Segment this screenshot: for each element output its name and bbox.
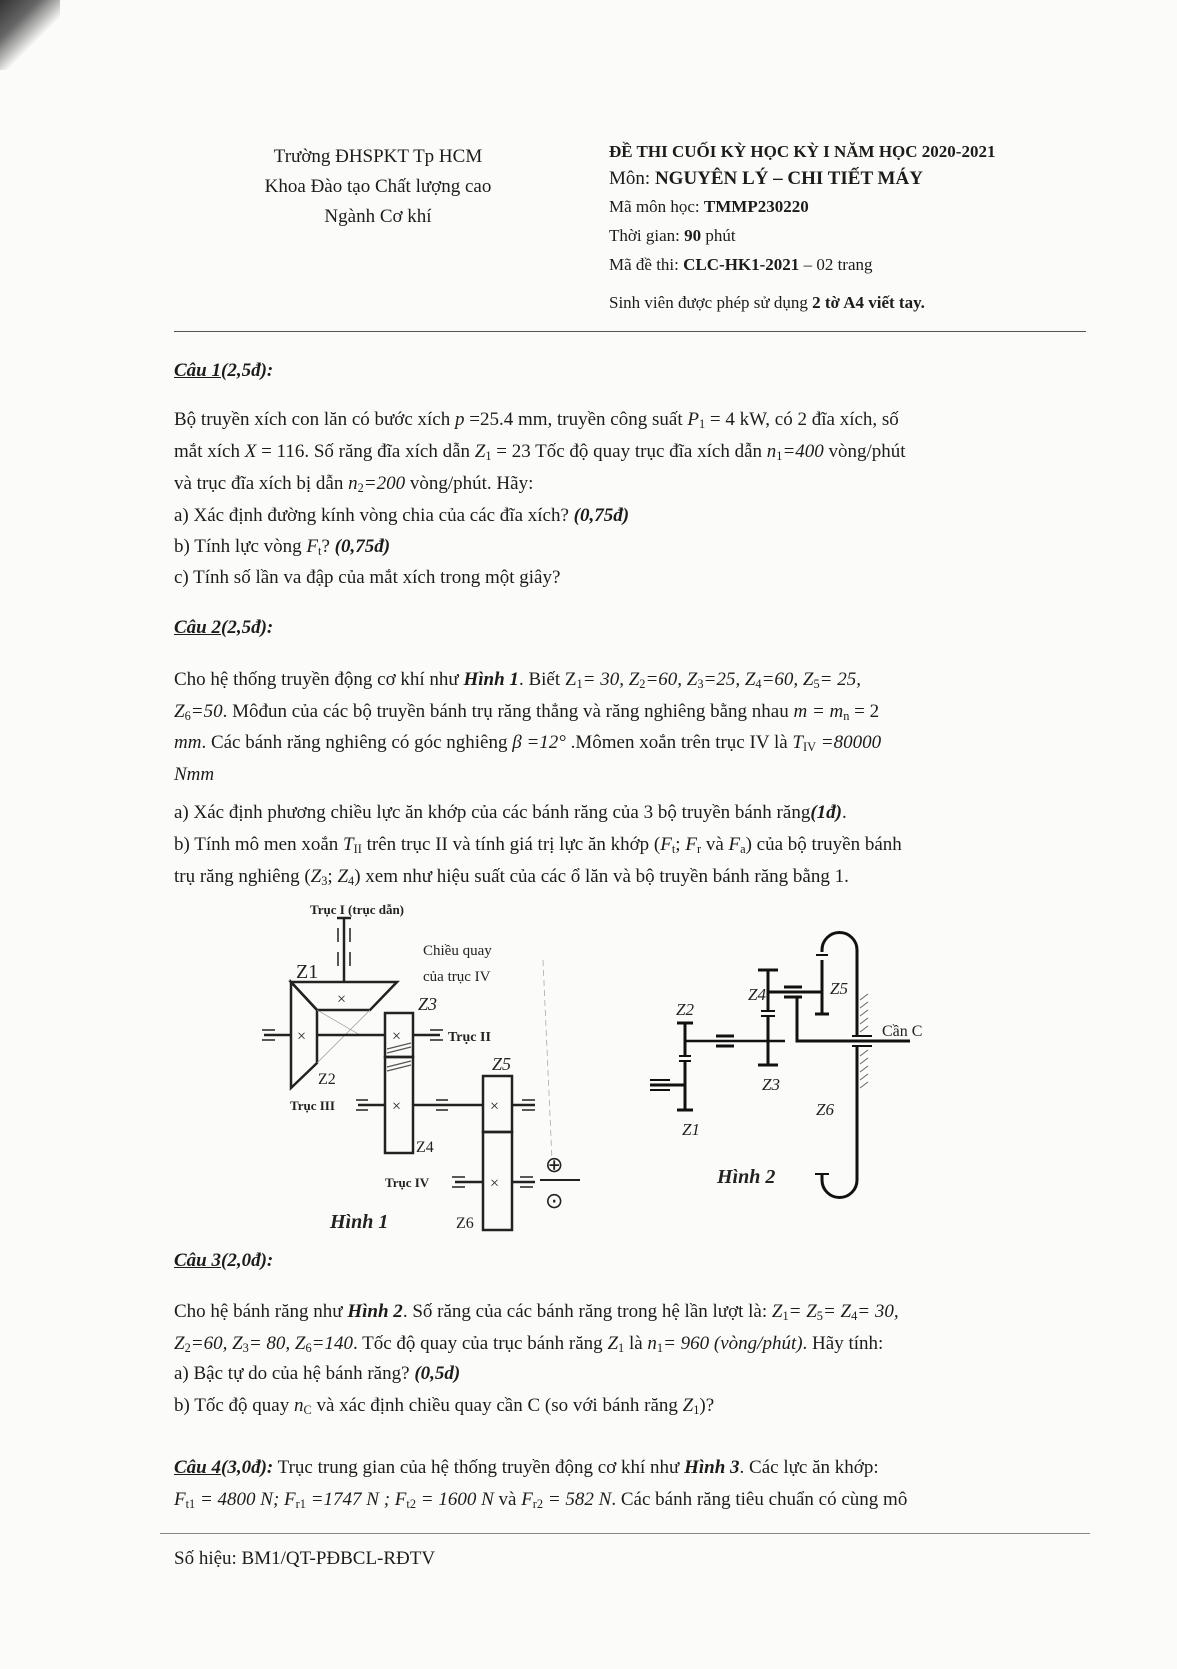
- into-page-icon: ⊕: [545, 1152, 564, 1177]
- text-run: TMMP230220: [703, 197, 809, 216]
- text-run: P: [687, 409, 699, 430]
- text-run: Mã môn học:: [609, 197, 704, 216]
- text-run: = 30, Z: [582, 669, 640, 690]
- text-run: và trục đĩa xích bị dẫn: [174, 473, 349, 494]
- subscript: 6: [305, 1341, 312, 1356]
- text-run: Môn:: [609, 168, 655, 189]
- text-run: ;: [675, 834, 686, 855]
- subscript: r2: [532, 1497, 544, 1512]
- text-run: = 116. Số răng đĩa xích dẫn: [256, 441, 475, 462]
- text-run: ?: [321, 536, 335, 557]
- heading-label: Câu 2: [174, 617, 221, 638]
- subscript: 4: [348, 874, 355, 889]
- heading-label: Câu 3: [174, 1250, 221, 1271]
- text-run: . Tốc độ quay của trục bánh răng: [352, 1333, 608, 1354]
- subscript: 1: [693, 1403, 700, 1418]
- text-run: và xác định chiều quay cần C (so với bánh răng: [311, 1395, 683, 1416]
- text-run: n: [348, 473, 358, 494]
- out-of-page-icon: ⊙: [545, 1188, 564, 1213]
- rotation-label: Chiều quay: [423, 943, 492, 959]
- text-run: NGUYÊN LÝ – CHI TIẾT MÁY: [654, 168, 923, 189]
- text-run: (0,75đ): [334, 536, 391, 557]
- heading-points: (3,0đ):: [221, 1457, 274, 1478]
- text-run: X: [244, 441, 257, 462]
- subscript: 1: [618, 1341, 625, 1356]
- text-run: .: [841, 802, 847, 823]
- subscript: r: [696, 842, 702, 857]
- subscript: r1: [295, 1497, 306, 1512]
- text-run: Bộ truyền xích con lăn có bước xích: [174, 409, 455, 430]
- text-run: Z: [337, 866, 349, 887]
- subscript: 1: [576, 677, 583, 692]
- text-run: a) Xác định đường kính vòng chia của các đĩa xích?: [174, 505, 574, 526]
- q3-line: [174, 1333, 883, 1356]
- subscript: t1: [185, 1497, 196, 1512]
- subscript: II: [353, 842, 362, 857]
- text-run: F: [660, 834, 672, 855]
- text-run: mm: [174, 732, 202, 753]
- text-run: 90: [684, 226, 706, 245]
- svg-text:×: ×: [392, 1028, 402, 1045]
- text-run: n: [293, 1395, 304, 1416]
- subscript: 3: [242, 1341, 249, 1356]
- text-run: b) Tính mô men xoắn: [174, 834, 344, 855]
- subscript: 2: [639, 677, 646, 692]
- text-run: .Mômen xoắn trên trục IV là: [565, 732, 793, 753]
- text-run: trụ răng nghiêng (: [174, 866, 311, 887]
- q3-part-b: [174, 1395, 714, 1418]
- text-run: = 25,: [819, 669, 861, 690]
- text-run: Z: [174, 701, 185, 722]
- text-run: . Môđun của các bộ truyền bánh trụ răng thẳng và răng nghiêng bằng nhau: [222, 701, 794, 722]
- heading-label: Câu 1: [174, 360, 221, 381]
- text-run: b) Tính lực vòng: [174, 536, 307, 557]
- heading-label: Câu 4: [174, 1457, 221, 1478]
- z2-label: Z2: [676, 1000, 694, 1019]
- subscript: C: [303, 1403, 312, 1418]
- text-run: =25, Z: [703, 669, 756, 690]
- text-run: m = m: [793, 701, 844, 722]
- question-4-intro: [174, 1457, 879, 1479]
- text-run: = 80, Z: [248, 1333, 306, 1354]
- text-run: và: [701, 834, 729, 855]
- text-run: Hình 1: [463, 669, 519, 690]
- text-run: CLC-HK1-2021: [683, 255, 800, 274]
- text-run: Sinh viên được phép sử dụng: [609, 293, 813, 312]
- text-run: . Biết Z: [518, 669, 577, 690]
- shaft-II-label: Trục II: [448, 1030, 491, 1045]
- text-run: = 582 N: [543, 1489, 612, 1510]
- text-run: F: [174, 1489, 186, 1510]
- figure-1-caption: Hình 1: [330, 1211, 389, 1233]
- text-run: ) của bộ truyền bánh: [745, 834, 902, 855]
- text-run: = 30,: [857, 1301, 899, 1322]
- text-run: Mã đề thi:: [609, 255, 684, 274]
- subscript: IV: [803, 740, 817, 755]
- text-run: Hình 2: [347, 1301, 403, 1322]
- text-run: = 1600 N: [416, 1489, 494, 1510]
- z3-label: Z3: [762, 1075, 780, 1094]
- z4-label: Z4: [416, 1139, 434, 1156]
- text-run: )?: [699, 1395, 715, 1416]
- shaft-I-label: Trục I (trục dẫn): [310, 902, 405, 917]
- text-run: a) Bậc tự do của hệ bánh răng?: [174, 1363, 415, 1384]
- z1-label: Z1: [682, 1120, 700, 1139]
- text-run: Z: [607, 1333, 619, 1354]
- svg-text:×: ×: [392, 1098, 402, 1115]
- text-run: . Số răng của các bánh răng trong hệ lần lượt là:: [402, 1301, 772, 1322]
- svg-text:×: ×: [490, 1098, 500, 1115]
- text-run: = Z: [788, 1301, 817, 1322]
- subscript: n: [843, 709, 850, 724]
- text-run: và: [493, 1489, 522, 1510]
- subscript: 1: [698, 417, 706, 432]
- subscript: t: [671, 842, 676, 857]
- q3-line: [174, 1301, 899, 1324]
- text-run: p: [455, 409, 465, 430]
- subscript: t2: [406, 1497, 416, 1512]
- text-run: =400: [782, 441, 824, 462]
- subscript: 6: [184, 709, 191, 724]
- subscript: 1: [656, 1341, 664, 1356]
- q3-part-a: [174, 1363, 460, 1385]
- text-run: =60, Z: [645, 669, 698, 690]
- figure-2-caption: Hình 2: [717, 1166, 776, 1188]
- text-run: c) Tính số lần va đập của mắt xích trong một giây?: [174, 567, 561, 588]
- form-number: Số hiệu: BM1/QT-PĐBCL-RĐTV: [174, 1548, 436, 1569]
- text-run: trên trục II và tính giá trị lực ăn khớp (: [361, 834, 661, 855]
- school-name: Trường ĐHSPKT Tp HCM: [273, 146, 483, 167]
- subscript: 1: [782, 1309, 789, 1324]
- text-run: T: [792, 732, 803, 753]
- text-run: =1747 N ; F: [305, 1489, 407, 1510]
- footer-divider: [160, 1533, 1090, 1534]
- text-run: n: [766, 441, 777, 462]
- subscript: 4: [755, 677, 762, 692]
- text-run: Z: [174, 1333, 185, 1354]
- text-run: β =12°: [512, 732, 566, 753]
- department-name: Ngành Cơ khí: [324, 206, 432, 227]
- text-run: F: [685, 834, 697, 855]
- carrier-label: Cần C: [882, 1023, 923, 1040]
- text-run: =80000: [816, 732, 882, 753]
- text-run: là: [624, 1333, 648, 1354]
- z3-label: Z3: [418, 994, 438, 1014]
- shaft-III-label: Trục III: [290, 1098, 335, 1113]
- heading-points: (2,0đ):: [221, 1250, 274, 1271]
- text-run: = Z: [822, 1301, 852, 1322]
- text-run: F: [728, 834, 741, 855]
- z5-label: Z5: [492, 1054, 512, 1074]
- text-run: Cho hệ bánh răng như: [174, 1301, 348, 1322]
- q4-line: [273, 1457, 878, 1478]
- text-run: ĐỀ THI CUỐI KỲ HỌC KỲ I NĂM HỌC 2020-2021: [609, 142, 996, 161]
- figure-1-gear-train: [262, 902, 580, 1233]
- question-3-heading: [174, 1250, 273, 1272]
- text-run: Z: [771, 1301, 783, 1322]
- faculty-name: Khoa Đào tạo Chất lượng cao: [264, 176, 492, 197]
- z6-label: Z6: [456, 1215, 474, 1232]
- text-run: a) Xác định phương chiều lực ăn khớp của các bánh răng của 3 bộ truyền bánh răng: [174, 802, 811, 823]
- z4-label: Z4: [748, 985, 766, 1004]
- text-run: . Các bánh răng nghiêng có góc nghiêng: [201, 732, 513, 753]
- text-run: Hình 3: [684, 1457, 740, 1478]
- text-run: F: [521, 1489, 533, 1510]
- text-run: . Các bánh răng tiêu chuẩn có cùng mô: [611, 1489, 908, 1510]
- text-run: =200: [363, 473, 406, 494]
- text-run: Cho hệ thống truyền động cơ khí như: [174, 669, 464, 690]
- subscript: 2: [184, 1341, 191, 1356]
- text-run: = 23 Tốc độ quay trục đĩa xích dẫn: [491, 441, 767, 462]
- text-run: (0,5d): [414, 1363, 461, 1384]
- z1-label: Z1: [296, 961, 319, 983]
- z6-label: Z6: [816, 1100, 834, 1119]
- text-run: = 960 (vòng/phút): [663, 1333, 803, 1354]
- z5-label: Z5: [830, 979, 848, 998]
- subscript: 3: [321, 874, 328, 889]
- text-run: ;: [327, 866, 338, 887]
- subscript: 4: [851, 1309, 858, 1324]
- text-run: =140: [311, 1333, 353, 1354]
- subscript: 5: [816, 1309, 823, 1324]
- text-run: Z: [310, 866, 322, 887]
- text-run: – 02 trang: [799, 255, 873, 274]
- text-run: =60, Z: [190, 1333, 243, 1354]
- text-run: = 4800 N; F: [195, 1489, 296, 1510]
- subscript: 3: [697, 677, 704, 692]
- svg-text:×: ×: [490, 1175, 500, 1192]
- subscript: 1: [485, 449, 492, 464]
- text-run: =25.4 mm, truyền công suất: [464, 409, 688, 430]
- svg-text:×: ×: [297, 1028, 307, 1045]
- text-run: vòng/phút. Hãy:: [405, 473, 534, 494]
- text-run: T: [343, 834, 354, 855]
- heading-points: (2,5đ):: [221, 617, 274, 638]
- text-run: F: [306, 536, 318, 557]
- subscript: 2: [357, 481, 364, 496]
- subscript: 1: [776, 449, 783, 464]
- text-run: vòng/phút: [823, 441, 906, 462]
- figure-2-planetary-gear: [650, 933, 922, 1198]
- text-run: Trục trung gian của hệ thống truyền động cơ khí như: [273, 1457, 685, 1478]
- text-run: =50: [190, 701, 223, 722]
- text-run: mắt xích: [174, 441, 245, 462]
- text-run: =60, Z: [761, 669, 814, 690]
- subscript: 5: [813, 677, 820, 692]
- z2-label: Z2: [318, 1071, 336, 1088]
- text-run: Nmm: [174, 764, 215, 785]
- text-run: Thời gian:: [609, 226, 685, 245]
- rotation-label: của trục IV: [423, 969, 491, 985]
- q4-line: [174, 1489, 907, 1512]
- svg-text:×: ×: [337, 991, 347, 1008]
- text-run: = 2: [849, 701, 880, 722]
- subscript: t: [318, 544, 322, 559]
- text-run: . Hãy tính:: [802, 1333, 884, 1354]
- text-run: ) xem như hiệu suất của các ổ lăn và bộ truyền bánh răng bằng 1.: [354, 866, 849, 887]
- text-run: Z: [474, 441, 486, 462]
- text-run: n: [647, 1333, 657, 1354]
- text-run: . Các lực ăn khớp:: [739, 1457, 879, 1478]
- text-run: Z: [682, 1395, 694, 1416]
- text-run: (0,75đ): [573, 505, 630, 526]
- text-run: 2 tờ A4 viết tay.: [812, 293, 925, 312]
- text-run: (1đ): [810, 802, 842, 823]
- subscript: a: [740, 842, 746, 857]
- text-run: = 4 kW, có 2 đĩa xích, số: [705, 409, 899, 430]
- heading-points: (2,5đ):: [221, 360, 274, 381]
- text-run: phút: [705, 226, 736, 245]
- text-run: b) Tốc độ quay: [174, 1395, 294, 1416]
- shaft-IV-label: Trục IV: [385, 1175, 430, 1190]
